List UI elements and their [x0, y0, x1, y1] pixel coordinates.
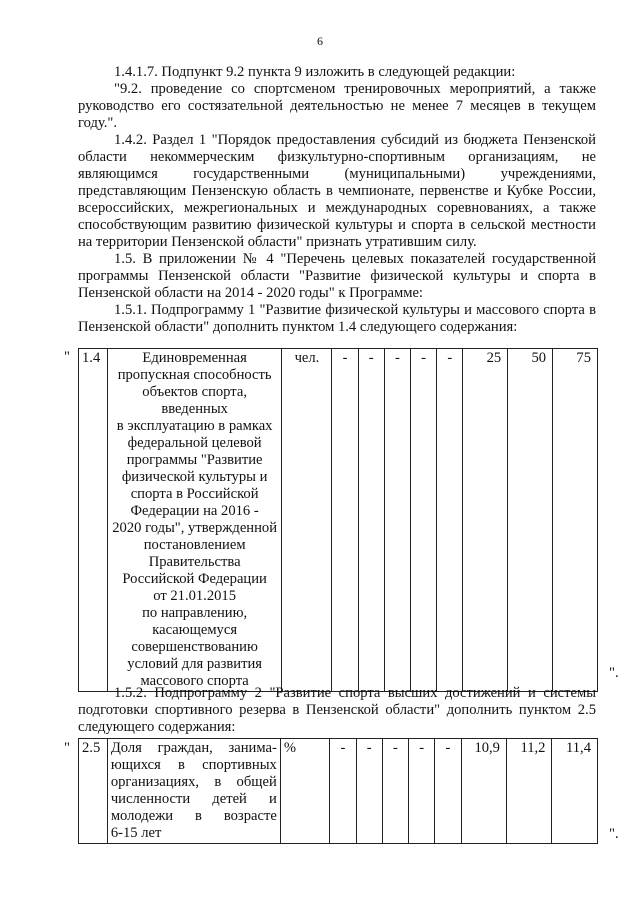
- table1-open-quote: ": [64, 349, 70, 365]
- description-line: условий для развития: [127, 656, 262, 672]
- description-line: по направлению,: [142, 605, 248, 621]
- description-line: численности детей и: [110, 791, 277, 807]
- table-row: [79, 349, 598, 692]
- description-line: постановлением: [143, 537, 246, 553]
- description-line: Российской Федерации: [122, 571, 267, 587]
- value-cell: -: [437, 349, 463, 692]
- description-line: федеральной целевой: [127, 435, 262, 451]
- value-cell: -: [384, 349, 410, 692]
- indicator-table-2: [78, 738, 598, 844]
- description-line: Единовременная: [142, 350, 247, 366]
- paragraph-1-5: 1.5. В приложении № 4 "Перечень целевых показателей государственной программы Пензенской области "Развитие физической культуры и спорта в Пензенской области на 2014 - 2020 годы" к Программе:: [78, 251, 596, 301]
- description-line: 2020 годы", утвержденной: [112, 520, 278, 536]
- description-line: пропускная способность: [117, 367, 272, 383]
- value-cell: -: [358, 349, 384, 692]
- paragraph-1-4-2: 1.4.2. Раздел 1 "Порядок предоставления субсидий из бюджета Пензенской области некоммерческим физкультурно-спортивным организациям, не являющимся государственными (муниципальными) учреждениями, представляющим Пензенскую область в чемпионате, первенстве и Кубке России, всероссийских, межрегиональных и международных соревнованиях, а также способствующим развитию физической культуры и спорта в сельской местности на территории Пензенской области" признать утратившим силу.: [78, 132, 596, 250]
- value-cell: 10,9: [461, 739, 506, 844]
- description-line: Правительства: [148, 554, 241, 570]
- paragraph-9-2: "9.2. проведение со спортсменом тренировочных мероприятий, а также руководство его состязательной деятельностью не менее 7 месяцев в текущем году.".: [78, 81, 596, 131]
- table2-close-quote: ".: [609, 826, 619, 842]
- paragraph-1-4-1-7: 1.4.1.7. Подпункт 9.2 пункта 9 изложить в следующей редакции:: [114, 64, 516, 80]
- description-line: объектов спорта,: [142, 384, 247, 400]
- value-cell: 50: [508, 349, 553, 692]
- table2-open-quote: ": [64, 740, 70, 756]
- table-row: [79, 739, 598, 844]
- value-cell: -: [435, 739, 461, 844]
- description-line: от 21.01.2015: [153, 588, 237, 604]
- description-line: массового спорта: [140, 673, 249, 689]
- value-cell: 25: [463, 349, 508, 692]
- unit-cell: %: [280, 739, 329, 844]
- value-cell: -: [332, 349, 358, 692]
- description-line: 6-15 лет: [110, 825, 162, 841]
- description-line: спорта в Российской: [130, 486, 259, 502]
- indicator-description: [107, 739, 280, 844]
- indicator-table-1: [78, 348, 598, 692]
- value-cell: -: [356, 739, 382, 844]
- description-line: совершенствованию: [131, 639, 258, 655]
- description-line: физической культуры и: [121, 469, 268, 485]
- description-line: программы "Развитие: [126, 452, 263, 468]
- table1-close-quote: ".: [609, 665, 619, 681]
- unit-cell: чел.: [282, 349, 332, 692]
- description-line: касающемуся: [152, 622, 238, 638]
- row-number: 2.5: [79, 739, 108, 844]
- value-cell: 75: [553, 349, 598, 692]
- paragraph-1-5-2: 1.5.2. Подпрограмму 2 "Развитие спорта высших достижений и системы подготовки спортивного резерва в Пензенской области" дополнить пунктом 2.5 следующего содержания:: [78, 685, 596, 735]
- page-number: 6: [317, 34, 323, 48]
- description-line: в эксплуатацию в рамках: [116, 418, 273, 434]
- description-line: Доля граждан, занима-: [110, 740, 277, 756]
- description-line: молодежи в возрасте: [110, 808, 277, 824]
- paragraph-1-5-1: 1.5.1. Подпрограмму 1 "Развитие физической культуры и массового спорта в Пензенской области" дополнить пунктом 1.4 следующего содержания:: [78, 302, 596, 335]
- description-line: ющихся в спортивных: [110, 757, 277, 773]
- row-number: 1.4: [79, 349, 108, 692]
- value-cell: 11,4: [552, 739, 598, 844]
- indicator-description: [107, 349, 282, 692]
- description-line: Федерации на 2016 -: [130, 503, 259, 519]
- value-cell: -: [330, 739, 356, 844]
- value-cell: -: [411, 349, 437, 692]
- value-cell: 11,2: [506, 739, 551, 844]
- description-line: организациях, в общей: [110, 774, 277, 790]
- value-cell: -: [382, 739, 408, 844]
- value-cell: -: [409, 739, 435, 844]
- description-line: введенных: [161, 401, 228, 417]
